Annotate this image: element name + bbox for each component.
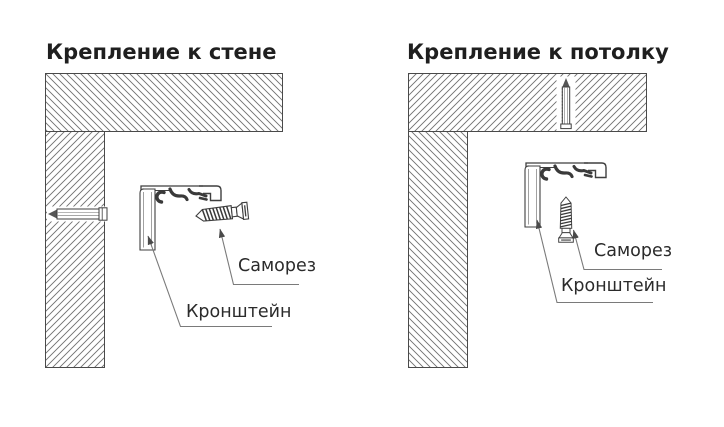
- wall-horizontal-section: [46, 74, 283, 132]
- diagram-title: Крепление к потолку: [407, 40, 669, 64]
- bracket-label: Кронштейн: [561, 276, 667, 296]
- screw-drawing: [195, 202, 248, 224]
- ceiling-screw: [557, 77, 576, 132]
- bracket-label: Кронштейн: [186, 302, 292, 322]
- screw-label: Саморез: [594, 241, 673, 261]
- diagram-title: Крепление к стене: [46, 40, 277, 64]
- wall-vertical-section: [409, 132, 468, 368]
- wall-dowel-screw: [47, 207, 108, 222]
- ceiling-mount-diagram: [407, 40, 672, 368]
- ceiling-horizontal-section: [409, 74, 647, 132]
- wall-vertical-section: [46, 132, 105, 368]
- screw-drawing: [559, 197, 574, 242]
- screw-label: Саморез: [238, 256, 317, 276]
- wall-mount-diagram: [46, 40, 317, 368]
